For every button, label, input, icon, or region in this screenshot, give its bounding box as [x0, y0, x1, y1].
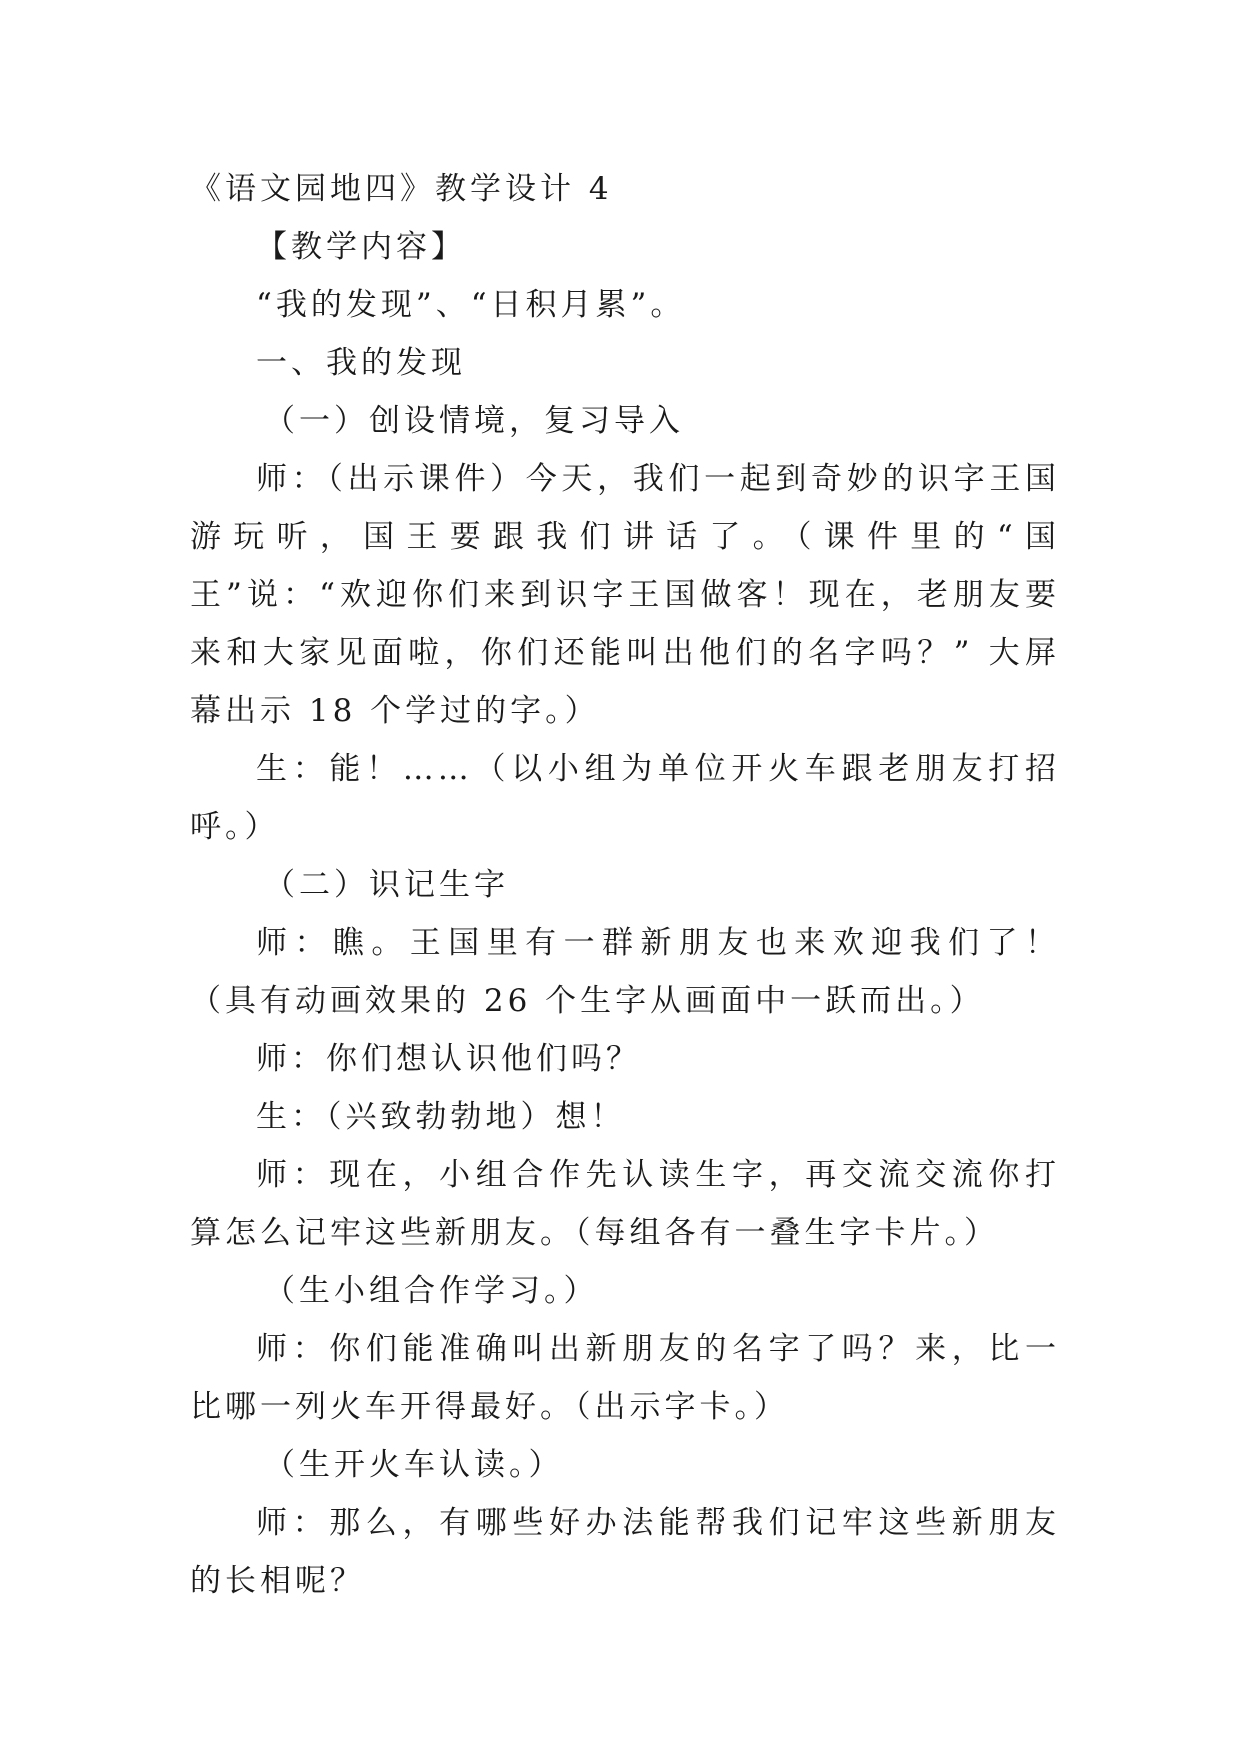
paragraph: 师：（出示课件）今天，我们一起到奇妙的识字王国游玩听，国王要跟我们讲话了。（课件里的“国王”说：“欢迎你们来到识字王国做客！现在，老朋友要来和大家见面啦，你们还能叫出他们的名字吗？” 大屏幕出示 18 个学过的字。） [190, 461, 1060, 729]
subsection-heading: （一）创设情境，复习导入 [264, 403, 684, 439]
subsection-heading: （二）识记生字 [264, 867, 509, 903]
paragraph: 师：现在，小组合作先认读生字，再交流交流你打算怎么记牢这些新朋友。（每组各有一叠生字卡片。） [190, 1157, 1060, 1251]
document-title: 《语文园地四》教学设计 4 [190, 171, 613, 207]
paragraph: 生：能！……（以小组为单位开火车跟老朋友打招呼。） [190, 751, 1060, 845]
paragraph: 师：瞧。王国里有一群新朋友也来欢迎我们了！（具有动画效果的 26 个生字从画面中一跃而出。） [190, 925, 1060, 1019]
paragraph: 师：你们想认识他们吗？ [256, 1041, 641, 1077]
paragraph: “我的发现”、“日积月累”。 [256, 287, 686, 323]
paragraph: 师：你们能准确叫出新朋友的名字了吗？来，比一比哪一列火车开得最好。（出示字卡。） [190, 1331, 1060, 1425]
paragraph: （生小组合作学习。） [264, 1273, 599, 1309]
paragraph: 生：（兴致勃勃地）想！ [256, 1099, 626, 1135]
paragraph: （生开火车认读。） [264, 1447, 564, 1483]
document-body [190, 160, 1060, 1610]
paragraph: 师：那么，有哪些好办法能帮我们记牢这些新朋友的长相呢？ [190, 1505, 1060, 1599]
section-heading-teaching-content: 【教学内容】 [256, 229, 466, 265]
section-heading: 一、我的发现 [256, 345, 466, 381]
